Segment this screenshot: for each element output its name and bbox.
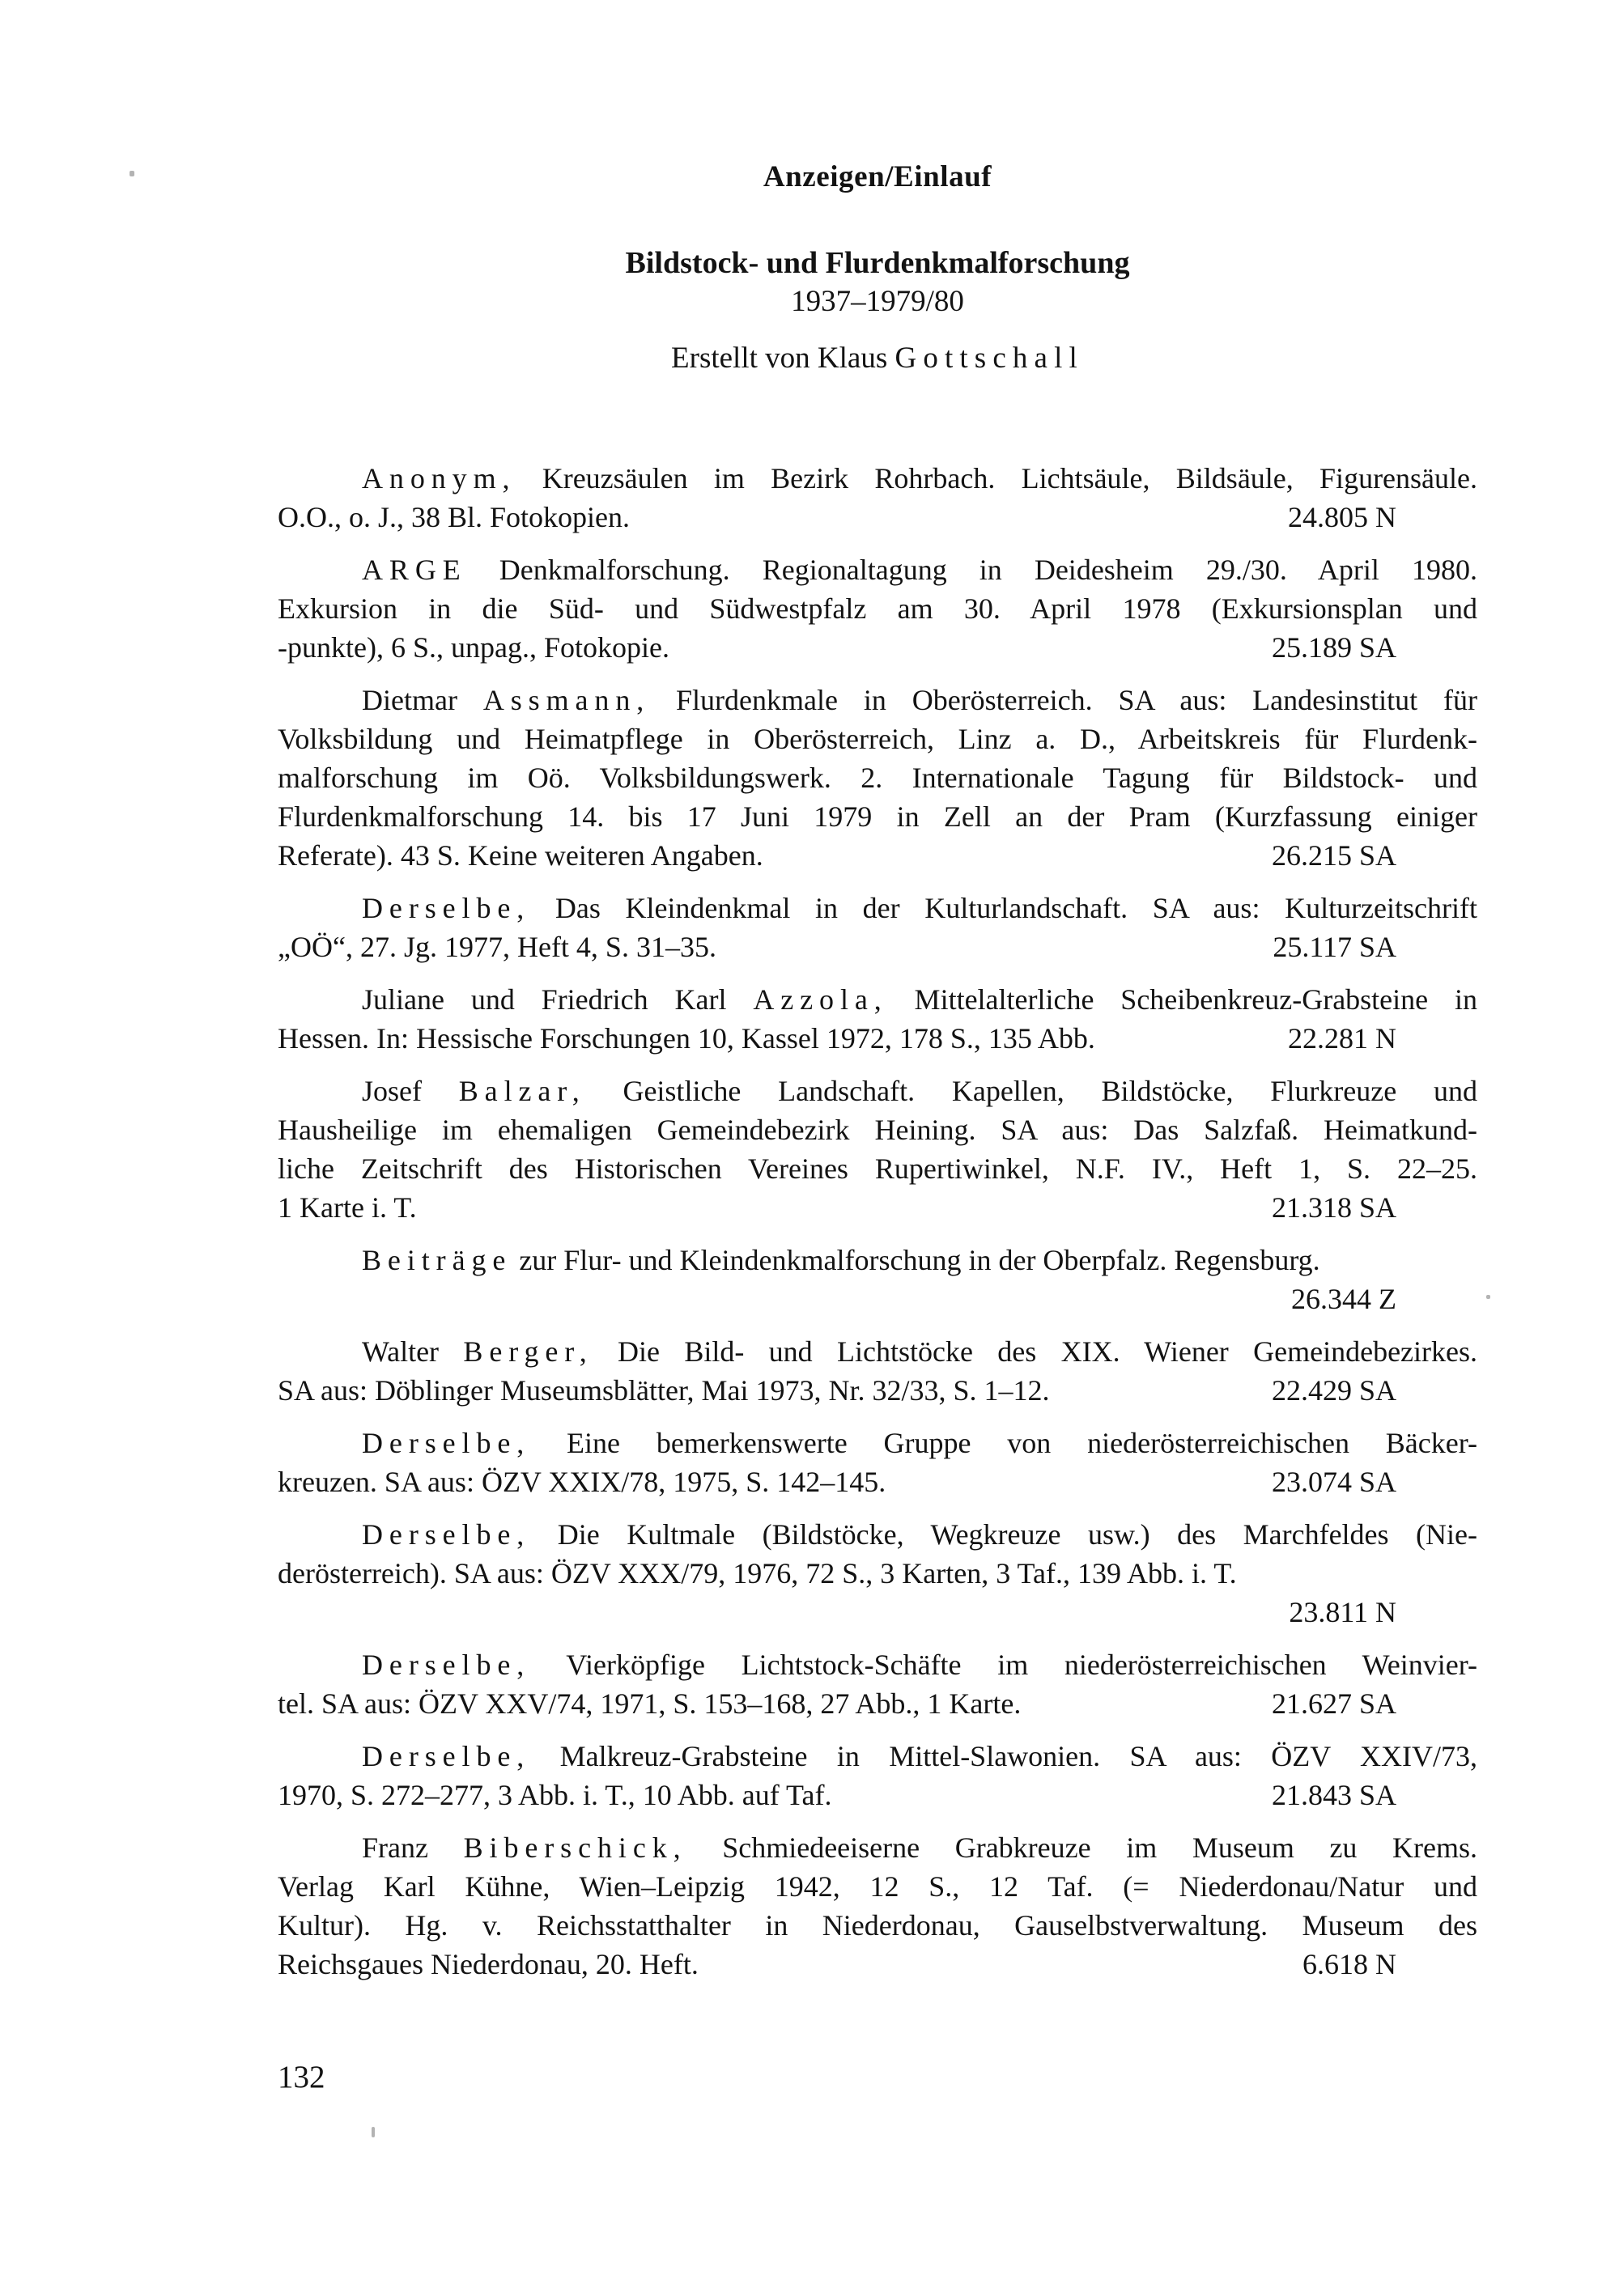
entry-text-segment: tel. SA aus: ÖZV XXV/74, 1971, S. 153–168, 27 Abb., 1 Karte. [278,1687,1022,1720]
entry-line-text [278,1557,1237,1589]
entry-line [278,1332,1477,1371]
entry-text-segment: zur Flur- und Kleindenkmalforschung in der Oberpfalz. Regensburg. [512,1244,1320,1276]
entry-text-segment: Flurdenkmalforschung 14. bis 17 Juni 1979 in Zell an der Pram (Kurzfassung einiger [278,800,1477,833]
entry-line-text [278,1945,699,1984]
entry-line [278,1462,1477,1501]
entry-text-segment: Das Kleindenkmal in der Kulturlandschaft. SA aus: Kulturzeitschrift [530,892,1477,924]
entry-author-spaced: Balzar, [458,1075,586,1107]
entry-text-segment: Mittelalterliche Scheibenkreuz-Grabsteine in [887,983,1477,1016]
entry-text-segment: malforschung im Oö. Volksbildungswerk. 2. Internationale Tagung für Bildstock- und [278,762,1477,794]
entry-author-spaced: Azzola, [753,983,888,1016]
entry-line-text [278,1462,886,1501]
bib-entry [278,459,1477,537]
entry-line-text [278,800,1477,833]
entry-text-segment: O.O., o. J., 38 Bl. Fotokopien. [278,501,631,533]
entry-line-text [362,1244,1320,1276]
catalog-number: 22.429 SA [1271,1374,1396,1407]
entry-text-segment: Flurdenkmale in Oberösterreich. SA aus: Landesinstitut für [650,684,1477,716]
entry-text-segment: „OÖ“, 27. Jg. 1977, Heft 4, S. 31–35. [278,931,716,963]
entry-text-segment: Exkursion in die Süd- und Südwestpfalz am 30. April 1978 (Exkursionsplan und [278,592,1477,625]
entry-line-text [362,1427,1477,1459]
entry-line [278,1280,1477,1318]
entry-text-segment: liche Zeitschrift des Historischen Vereines Rupertiwinkel, N.F. IV., Heft 1, S. 22–25. [278,1152,1477,1185]
entry-text-segment: Denkmalforschung. Regionaltagung in Deidesheim 29./30. April 1980. [466,554,1477,586]
entry-line-text [362,1740,1477,1772]
bib-entry [278,1424,1477,1501]
entry-text-segment: Walter [362,1335,464,1368]
entry-line [278,1593,1477,1632]
entry-line [278,1776,1477,1814]
entry-text-segment: Referate). 43 S. Keine weiteren Angaben. [278,839,763,872]
entry-line [278,1019,1477,1058]
entry-author-spaced: Beiträge [362,1244,512,1276]
entry-line [278,719,1477,758]
entry-line-text [278,1870,1477,1903]
entry-text-segment: SA aus: Döblinger Museumsblätter, Mai 1973, Nr. 32/33, S. 1–12. [278,1374,1050,1407]
scan-speck [372,2127,375,2137]
entry-line-text [362,1649,1477,1681]
bib-entry [278,681,1477,875]
entry-author-spaced: ARGE [362,554,467,586]
bib-entry [278,1828,1477,1984]
byline-prefix: Erstellt von Klaus [671,342,895,375]
entry-text-segment: Schmiedeeiserne Grabkreuze im Museum zu Krems. [686,1831,1478,1864]
entry-line-text [362,462,1477,494]
entry-line-text [278,1188,417,1227]
bib-entry [278,550,1477,667]
catalog-number: 21.843 SA [1271,1779,1396,1811]
entry-text-segment: 1970, S. 272–277, 3 Abb. i. T., 10 Abb. auf Taf. [278,1779,832,1811]
entry-line [278,1828,1477,1867]
entry-line [278,589,1477,628]
entry-line-text [362,1518,1477,1551]
entry-text-segment: -punkte), 6 S., unpag., Fotokopie. [278,631,669,664]
catalog-number: 21.627 SA [1271,1687,1396,1720]
entry-line [278,1906,1477,1945]
entry-text-segment: Franz [362,1831,464,1864]
entry-line [278,1149,1477,1188]
entry-line [278,459,1477,498]
catalog-number: 22.281 N [1288,1022,1396,1055]
entry-author-spaced: Derselbe, [362,1740,531,1772]
entry-text-segment: kreuzen. SA aus: ÖZV XXIX/78, 1975, S. 142–145. [278,1466,886,1498]
catalog-number: 25.189 SA [1271,631,1396,664]
entry-line-text [278,1114,1477,1146]
entry-line [278,1684,1477,1723]
bib-entry [278,980,1477,1058]
entry-line-text [278,927,716,966]
entry-line [278,758,1477,797]
entry-text-segment: Eine bemerkenswerte Gruppe von niederösterreichischen Bäcker- [530,1427,1477,1459]
entry-line [278,1867,1477,1906]
entry-text-segment: 1 Karte i. T. [278,1191,417,1224]
entry-line [278,1645,1477,1684]
entry-line-text [278,592,1477,625]
entry-line [278,797,1477,836]
entry-text-segment: Juliane und Friedrich Karl [362,983,754,1016]
entry-line-text [362,983,1477,1016]
entry-line [278,1188,1477,1227]
entry-text-segment: Josef [362,1075,459,1107]
bib-entry [278,889,1477,966]
entry-line [278,1737,1477,1776]
entry-line [278,1424,1477,1462]
entry-text-segment: Hessen. In: Hessische Forschungen 10, Kassel 1972, 178 S., 135 Abb. [278,1022,1095,1055]
entry-line-text [278,762,1477,794]
entry-text-segment: Malkreuz-Grabsteine in Mittel-Slawonien. SA aus: ÖZV XXIV/73, [530,1740,1477,1772]
entry-line [278,681,1477,719]
entry-line-text [362,1335,1477,1368]
entry-line [278,498,1477,537]
entry-author-spaced: Berger, [463,1335,593,1368]
bib-entry [278,1515,1477,1632]
scan-speck [130,171,134,176]
bib-entry [278,1072,1477,1227]
entry-author-spaced: Derselbe, [362,1427,531,1459]
entry-text-segment: Die Kultmale (Bildstöcke, Wegkreuze usw.) des Marchfeldes (Nie- [530,1518,1477,1551]
entry-text-segment: Vierköpfige Lichtstock-Schäfte im niederösterreichischen Weinvier- [530,1649,1477,1681]
entry-line-text [362,1075,1477,1107]
entry-line-text [278,1019,1095,1058]
bib-entry [278,1241,1477,1318]
entry-author-spaced: Derselbe, [362,1649,531,1681]
document-title: Bildstock- und Flurdenkmalforschung [625,246,1130,280]
byline-author-name: Gottschall [894,342,1084,375]
catalog-number: 23.811 N [1289,1596,1396,1628]
catalog-number: 26.344 Z [1291,1283,1396,1315]
entry-line [278,836,1477,875]
catalog-number: 26.215 SA [1271,839,1396,872]
entry-line-text [278,498,630,537]
entry-author-spaced: Anonym, [362,462,516,494]
entry-text-segment: Geistliche Landschaft. Kapellen, Bildstöcke, Flurkreuze und [585,1075,1477,1107]
catalog-number: 21.318 SA [1271,1191,1396,1224]
entry-line [278,1072,1477,1110]
entry-text-segment: derösterreich). SA aus: ÖZV XXX/79, 1976, 72 S., 3 Karten, 3 Taf., 139 Abb. i. T. [278,1557,1237,1589]
document-byline [278,339,1477,378]
entry-line-text [362,684,1477,716]
catalog-number: 25.117 SA [1273,931,1396,963]
bib-entry [278,1332,1477,1410]
catalog-number: 24.805 N [1288,501,1396,533]
entry-line [278,980,1477,1019]
entry-line-text [278,1371,1050,1410]
document-year-range: 1937–1979/80 [791,285,964,318]
entry-line-text [362,554,1477,586]
entry-line [278,1554,1477,1593]
entry-line [278,1945,1477,1984]
bib-entry [278,1645,1477,1723]
entry-text-segment: Kreuzsäulen im Bezirk Rohrbach. Lichtsäule, Bildsäule, Figurensäule. [516,462,1477,494]
entry-line-text [278,1776,831,1814]
entry-author-spaced: Derselbe, [362,1518,531,1551]
entry-line [278,628,1477,667]
entry-text-segment: Hausheilige im ehemaligen Gemeindebezirk Heining. SA aus: Das Salzfaß. Heimatkund- [278,1114,1477,1146]
entry-line-text [278,723,1477,755]
entry-line [278,1515,1477,1554]
entry-line [278,1110,1477,1149]
entry-line-text [278,628,669,667]
entry-text-segment: Die Bild- und Lichtstöcke des XIX. Wiener Gemeindebezirkes. [593,1335,1477,1368]
entry-line [278,927,1477,966]
entry-line [278,1371,1477,1410]
catalog-number: 23.074 SA [1271,1466,1396,1498]
entry-line-text [362,892,1477,924]
page-number: 132 [278,2060,325,2094]
entry-text-segment: Verlag Karl Kühne, Wien–Leipzig 1942, 12 S., 12 Taf. (= Niederdonau/Natur und [278,1870,1477,1903]
bibliography-list [278,459,1477,1984]
entry-line-text [362,1831,1477,1864]
entry-line [278,889,1477,927]
entry-author-spaced: Derselbe, [362,892,531,924]
entry-line-text [278,836,763,875]
entry-author-spaced: Biberschick, [463,1831,687,1864]
entry-line-text [278,1909,1477,1942]
entry-text-segment: Volksbildung und Heimatpflege in Oberösterreich, Linz a. D., Arbeitskreis für Flurdenk- [278,723,1477,755]
bib-entry [278,1737,1477,1814]
text-column [278,0,1477,2097]
entry-line-text [278,1684,1021,1723]
entry-line [278,1241,1477,1280]
scan-speck [1486,1295,1490,1299]
entry-text-segment: Reichsgaues Niederdonau, 20. Heft. [278,1948,699,1980]
entry-line [278,550,1477,589]
catalog-number: 6.618 N [1302,1948,1396,1980]
entry-author-spaced: Assmann, [482,684,651,716]
entry-text-segment: Dietmar [362,684,483,716]
section-header: Anzeigen/Einlauf [763,160,992,193]
entry-line-text [278,1152,1477,1185]
entry-text-segment: Kultur). Hg. v. Reichsstatthalter in Niederdonau, Gauselbstverwaltung. Museum des [278,1909,1477,1942]
